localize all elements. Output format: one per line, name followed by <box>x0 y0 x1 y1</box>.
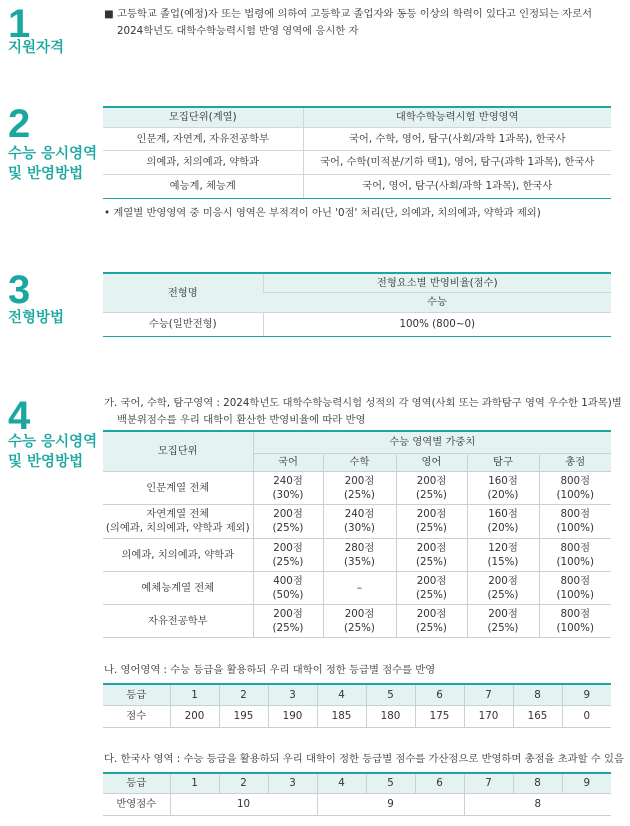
score: 200점 <box>273 508 303 520</box>
header-subject: 수학 <box>323 453 396 471</box>
grade-cell: 8 <box>513 684 562 705</box>
table-row <box>103 471 611 504</box>
table-row <box>103 538 611 571</box>
row-selection-type: 수능(일반전형) <box>103 312 263 336</box>
score-cell <box>539 538 611 571</box>
score-cell: 170 <box>464 705 513 727</box>
score: 800점 <box>560 541 591 554</box>
score: 800점 <box>560 607 591 620</box>
header-unit: 모집단위 <box>103 431 253 471</box>
header-subject: 탐구 <box>467 453 539 471</box>
header-selection-type: 전형명 <box>103 273 263 312</box>
score-cell <box>253 604 323 637</box>
percent: (25%) <box>487 621 519 634</box>
table-row <box>103 571 611 604</box>
score-cell <box>253 571 323 604</box>
score-cell <box>467 504 539 538</box>
percent: (30%) <box>272 488 304 501</box>
unit-label: 자유전공학부 <box>147 614 208 627</box>
grade-cell: 6 <box>415 684 464 705</box>
row-unit: 의예과, 치의예과, 약학과 <box>103 150 303 174</box>
grade-cell: 3 <box>268 684 317 705</box>
korean-history-grade-table <box>103 772 611 816</box>
score: 200점 <box>273 541 303 554</box>
score-cell <box>396 571 467 604</box>
percent: (35%) <box>344 555 375 568</box>
score: 200점 <box>273 607 303 620</box>
section-4-ga-line-2: 백분위점수를 우리 대학이 환산한 반영비율에 따라 반영 <box>117 414 366 426</box>
score: 200점 <box>416 508 447 520</box>
weight-table <box>103 430 611 638</box>
grade-cell: 1 <box>170 773 219 793</box>
score-cell <box>253 538 323 571</box>
grade-cell: 5 <box>366 773 415 793</box>
percent: (20%) <box>487 488 519 501</box>
score: 800점 <box>560 508 591 520</box>
score: 280점 <box>344 541 375 554</box>
reflection-area-table <box>103 106 611 199</box>
score-cell: 195 <box>219 705 268 727</box>
percent: (100%) <box>556 522 594 534</box>
header-score: 점수 <box>103 705 170 727</box>
header-grade: 등급 <box>103 684 170 705</box>
score: 800점 <box>560 574 591 587</box>
unit-cell <box>103 604 253 637</box>
score: – <box>356 581 363 594</box>
score: 120점 <box>488 541 518 554</box>
score-cell <box>467 471 539 504</box>
percent: (100%) <box>556 488 594 501</box>
percent: (100%) <box>556 621 594 634</box>
percent: (25%) <box>344 621 375 634</box>
grade-cell: 4 <box>317 773 366 793</box>
unit-cell <box>103 538 253 571</box>
header-grade: 등급 <box>103 773 170 793</box>
grade-cell: 5 <box>366 684 415 705</box>
header-subject: 국어 <box>253 453 323 471</box>
percent: (20%) <box>487 522 519 534</box>
section-4-number: 4 <box>8 394 31 438</box>
grade-cell: 2 <box>219 773 268 793</box>
table-row <box>103 604 611 637</box>
header-area: 대학수학능력시험 반영영역 <box>303 107 611 127</box>
score-cell <box>396 471 467 504</box>
percent: (100%) <box>556 588 594 601</box>
score: 240점 <box>344 508 375 520</box>
score-cell <box>323 571 396 604</box>
score: 160점 <box>488 508 518 520</box>
percent: (100%) <box>556 555 594 568</box>
row-area: 국어, 수학(미적분/기하 택1), 영어, 탐구(과학 1과목), 한국사 <box>303 150 611 174</box>
percent: (50%) <box>272 588 304 601</box>
score-cell <box>253 471 323 504</box>
section-3-number: 3 <box>8 268 31 312</box>
unit-label: 인문계열 전체 <box>146 481 210 494</box>
score: 240점 <box>273 474 303 487</box>
percent: (25%) <box>416 588 447 601</box>
percent: (25%) <box>416 522 447 534</box>
score: 200점 <box>488 574 518 587</box>
percent: (25%) <box>416 621 447 634</box>
score-cell: 190 <box>268 705 317 727</box>
score: 200점 <box>416 607 447 620</box>
score-cell <box>396 604 467 637</box>
score: 160점 <box>488 474 518 487</box>
score: 200점 <box>416 474 447 487</box>
grade-cell: 1 <box>170 684 219 705</box>
score-cell <box>253 504 323 538</box>
percent: (25%) <box>416 488 447 501</box>
section-4-na: 나. 영어영역 : 수능 등급을 활용하되 우리 대학이 정한 등급별 점수를 반영 <box>104 664 436 676</box>
score: 800점 <box>560 474 591 487</box>
grade-cell: 3 <box>268 773 317 793</box>
score-cell <box>396 538 467 571</box>
score: 200점 <box>416 574 447 587</box>
score-cell <box>323 504 396 538</box>
percent: (25%) <box>272 522 304 534</box>
percent: (25%) <box>487 588 519 601</box>
section-2-title-line-2: 및 반영방법 <box>8 166 84 182</box>
score-cell <box>396 504 467 538</box>
header-weight: 수능 영역별 가중치 <box>253 431 611 453</box>
score-cell <box>467 604 539 637</box>
section-4-title-line-1: 수능 응시영역 <box>8 434 98 450</box>
percent: (25%) <box>272 621 304 634</box>
section-4-title-line-2: 및 반영방법 <box>8 454 84 470</box>
header-selection-ratio: 전형요소별 반영비율(점수) <box>263 273 611 292</box>
score-cell <box>323 538 396 571</box>
header-subject: 총점 <box>539 453 611 471</box>
score: 200점 <box>488 607 518 620</box>
score-cell <box>539 471 611 504</box>
score-cell <box>539 504 611 538</box>
header-unit: 모집단위(계열) <box>103 107 303 127</box>
selection-method-table <box>103 272 611 337</box>
section-3-title: 전형방법 <box>8 310 65 326</box>
score-cell: 165 <box>513 705 562 727</box>
score-cell: 0 <box>562 705 611 727</box>
english-grade-table <box>103 683 611 728</box>
section-4-da: 다. 한국사 영역 : 수능 등급을 활용하되 우리 대학이 정한 등급별 점수를 가산점으로 반영하며 총점을 초과할 수 있음 <box>104 753 624 765</box>
section-2-title-line-1: 수능 응시영역 <box>8 146 98 162</box>
grade-cell: 4 <box>317 684 366 705</box>
unit-label: 자연계열 전체 <box>146 508 210 520</box>
score-cell: 10 <box>170 793 317 815</box>
section-4-ga-line-1: 가. 국어, 수학, 탐구영역 : 2024학년도 대학수학능력시험 성적의 각 영역(사회 또는 과학탐구 영역 우수한 1과목)별 <box>104 397 622 409</box>
unit-cell <box>103 504 253 538</box>
unit-cell <box>103 571 253 604</box>
row-unit: 인문계, 자연계, 자유전공학부 <box>103 127 303 150</box>
section-2-note: • 계열별 반영영역 중 미응시 영역은 부적격이 아닌 '0점' 처리(단, 의예과, 치의예과, 약학과 제외) <box>104 207 541 219</box>
score-cell <box>539 604 611 637</box>
grade-cell: 7 <box>464 684 513 705</box>
eligibility-text-line-1: ■ 고등학교 졸업(예정)자 또는 법령에 의하여 고등학교 졸업자와 동등 이상의 학력이 있다고 인정되는 자로서 <box>104 8 593 20</box>
grade-cell: 7 <box>464 773 513 793</box>
score-cell <box>323 471 396 504</box>
grade-cell: 9 <box>562 773 611 793</box>
percent: (15%) <box>487 555 519 568</box>
score-cell: 185 <box>317 705 366 727</box>
score-cell <box>467 538 539 571</box>
score-cell: 9 <box>317 793 464 815</box>
score-cell: 180 <box>366 705 415 727</box>
row-area: 국어, 수학, 영어, 탐구(사회/과학 1과목), 한국사 <box>303 127 611 150</box>
score: 200점 <box>344 607 375 620</box>
eligibility-text-line-2: 2024학년도 대학수학능력시험 반영 영역에 응시한 자 <box>117 25 359 37</box>
score-cell <box>539 571 611 604</box>
score: 200점 <box>344 474 375 487</box>
unit-cell <box>103 471 253 504</box>
score-cell <box>467 571 539 604</box>
grade-cell: 8 <box>513 773 562 793</box>
unit-label: 예체능계열 전체 <box>141 581 215 594</box>
unit-label: 의예과, 치의예과, 약학과 <box>121 548 235 561</box>
section-2-number: 2 <box>8 102 31 146</box>
row-unit: 예능계, 체능계 <box>103 174 303 198</box>
row-selection-ratio: 100% (800~0) <box>263 312 611 336</box>
score-cell <box>323 604 396 637</box>
row-area: 국어, 영어, 탐구(사회/과학 1과목), 한국사 <box>303 174 611 198</box>
percent: (25%) <box>272 555 304 568</box>
score-cell: 200 <box>170 705 219 727</box>
percent: (30%) <box>344 522 375 534</box>
percent: (25%) <box>344 488 375 501</box>
table-row <box>103 504 611 538</box>
score: 200점 <box>416 541 447 554</box>
score: 400점 <box>273 574 303 587</box>
grade-cell: 6 <box>415 773 464 793</box>
section-1-title: 지원자격 <box>8 40 65 56</box>
grade-cell: 9 <box>562 684 611 705</box>
unit-sublabel: (의예과, 치의예과, 약학과 제외) <box>105 522 250 534</box>
percent: (25%) <box>416 555 447 568</box>
score-cell: 8 <box>464 793 611 815</box>
grade-cell: 2 <box>219 684 268 705</box>
header-score: 반영점수 <box>103 793 170 815</box>
header-suneung: 수능 <box>263 292 611 312</box>
section-1-number: 1 <box>8 2 31 46</box>
score-cell: 175 <box>415 705 464 727</box>
header-subject: 영어 <box>396 453 467 471</box>
